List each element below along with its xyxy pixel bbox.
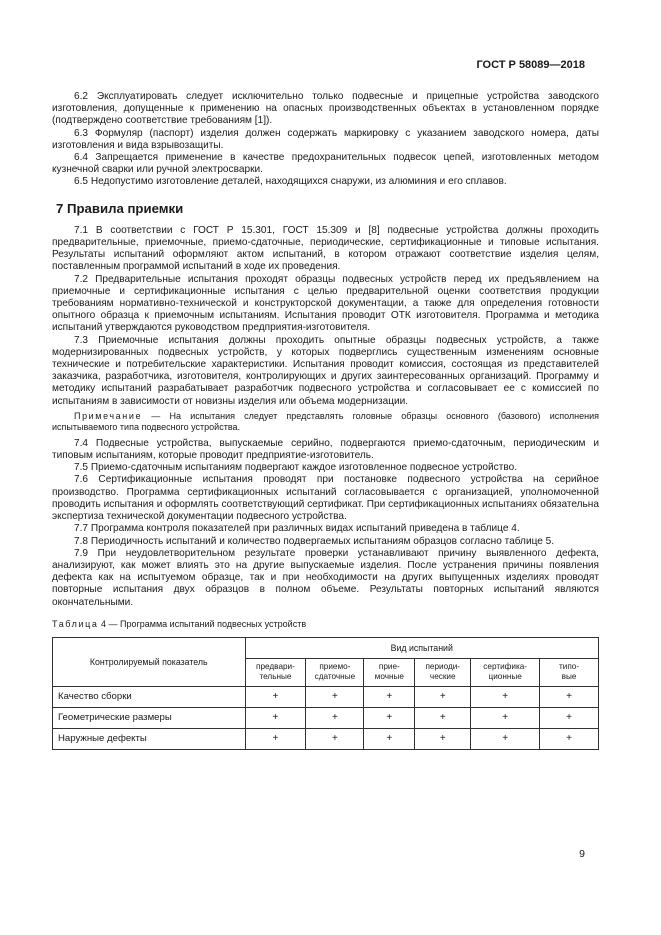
test-type-header: периоди- ческие: [415, 658, 471, 686]
document-code: ГОСТ Р 58089—2018: [476, 59, 585, 71]
section-7: [52, 225, 599, 609]
note: [52, 411, 599, 433]
paragraph-7-7: 7.7 Программа контроля показателей при различных видах испытаний приведена в таблице 4.: [74, 523, 520, 535]
test-type-header: приемо- сдаточные: [306, 658, 364, 686]
paragraph-7-8: 7.8 Периодичность испытаний и количество подвергаемых испытаниям образцов согласно таблице 5.: [74, 535, 555, 547]
paragraph-6-3: 6.3 Формуляр (паспорт) изделия должен содержать маркировку с указанием заводского номера, даты изготовления и вида взрывозащиты.: [52, 127, 599, 151]
test-type-group-header: Вид испытаний: [245, 637, 599, 658]
test-mark: +: [540, 707, 599, 728]
test-mark: +: [415, 686, 471, 707]
note-text: — На испытания следует представлять головные образцы основного (базового) исполнения испытываемого типа подвесного устройства.: [52, 410, 599, 432]
test-mark: +: [364, 707, 415, 728]
section-6: [52, 91, 599, 189]
test-program-table: [52, 637, 599, 750]
test-mark: +: [471, 728, 540, 749]
table-row: [53, 686, 599, 707]
indicator-column-header: Контролируемый показатель: [53, 637, 246, 686]
note-label: Примечание: [74, 410, 143, 421]
paragraph-7-6: 7.6 Сертификационные испытания проводят при постановке подвесного устройства на серийное производство. Программа сертификационных испытаний согласовывается с организацией, уполномоченной проводить испытания и оформлять соответствующий сертификат. При сертификационных испытаниях обязательна экспертиза технической документации подвесного устройства.: [52, 474, 599, 523]
test-mark: +: [471, 686, 540, 707]
table-row: [53, 728, 599, 749]
indicator-name: Наружные дефекты: [53, 728, 246, 749]
test-mark: +: [471, 707, 540, 728]
paragraph-7-1: 7.1 В соответствии с ГОСТ Р 15.301, ГОСТ 15.309 и [8] подвесные устройства должны проходить предварительные, приемочные, приемо-сдаточные, периодические, сертификационные и типовые испытания. Результаты испытаний оформляют актом испытаний, в котором отражают соответствие изделия целям, поставленным программой испытаний в ходе их проведения.: [52, 224, 599, 273]
table-caption: [52, 618, 599, 630]
indicator-name: Геометрические размеры: [53, 707, 246, 728]
test-mark: +: [364, 686, 415, 707]
test-mark: +: [245, 707, 306, 728]
table-caption-label: Таблица: [52, 618, 99, 629]
paragraph-6-5: 6.5 Недопустимо изготовление деталей, находящихся снаружи, из алюминия и его сплавов.: [74, 176, 507, 188]
paragraph-7-5: 7.5 Приемо-сдаточным испытаниям подвергают каждое изготовленное подвесное устройство.: [74, 462, 518, 474]
test-mark: +: [306, 707, 364, 728]
page-number: 9: [579, 848, 585, 860]
paragraph-7-2: 7.2 Предварительные испытания проходят образцы подвесных устройств перед их предъявлением на приемочные и сертификационные испытания с целью предварительной оценки соответствия продукции требованиям нормативно-технической и конструкторской документации, а также для определения готовности опытного образца к приемочным испытаниям. Испытания проводит ОТК изготовителя. Программа и методика испытаний утверждаются руководством предприятия-изготовителя.: [52, 273, 599, 334]
test-type-header: прие- мочные: [364, 658, 415, 686]
test-mark: +: [415, 707, 471, 728]
test-mark: +: [540, 686, 599, 707]
test-mark: +: [415, 728, 471, 749]
table-caption-text: 4 — Программа испытаний подвесных устройств: [98, 618, 307, 629]
test-type-header: сертифика- ционные: [471, 658, 540, 686]
indicator-name: Качество сборки: [53, 686, 246, 707]
section-7-heading: 7 Правила приемки: [56, 200, 184, 216]
test-mark: +: [364, 728, 415, 749]
table-body: [53, 686, 599, 749]
test-mark: +: [540, 728, 599, 749]
test-mark: +: [306, 728, 364, 749]
test-mark: +: [306, 686, 364, 707]
paragraph-6-4: 6.4 Запрещается применение в качестве предохранительных подвесок цепей, изготовленных методом кузнечной сварки или ручной электросварки.: [52, 152, 599, 176]
test-type-header: предвари- тельные: [245, 658, 306, 686]
paragraph-7-4: 7.4 Подвесные устройства, выпускаемые серийно, подвергаются приемо-сдаточным, периодическим и типовым испытаниям, которые проводит предприятие-изготовитель.: [52, 437, 599, 462]
test-type-header: типо- вые: [540, 658, 599, 686]
table-row: [53, 707, 599, 728]
test-mark: +: [245, 728, 306, 749]
paragraph-7-3: 7.3 Приемочные испытания должны проходить опытные образцы подвесных устройств, а также модернизированных подвесных устройств, у которых подверглись существенным изменениям основные технические и потребительские характеристики. Испытания проводит комиссия, состоящая из представителей заказчика, разработчика, изготовителя, контролирующих и других заинтересованных организаций. Программу и методику испытаний разрабатывает разработчик подвесного устройства и согласовывает ее с комиссией по испытаниям в зависимости от новизны изделия или объема модернизации.: [52, 334, 599, 407]
paragraph-6-2: 6.2 Эксплуатировать следует исключительно только подвесные и прицепные устройства заводского изготовления, допущенные к применению на опасных производственных объектах в установленном порядке (подтверждено соответствие требованиям [1]).: [52, 91, 599, 127]
test-mark: +: [245, 686, 306, 707]
paragraph-7-9: 7.9 При неудовлетворительном результате проверки устанавливают причину выявленного дефекта, анализируют, как может влиять это на другие выпускаемые изделия. После устранения причины появления дефекта как на испытуемом образце, так и при необходимости на других выпущенных изделиях проводят повторные испытания двух образцов в полном объеме. Результаты повторных испытаний являются окончательными.: [52, 547, 599, 608]
page-body: [52, 91, 599, 750]
